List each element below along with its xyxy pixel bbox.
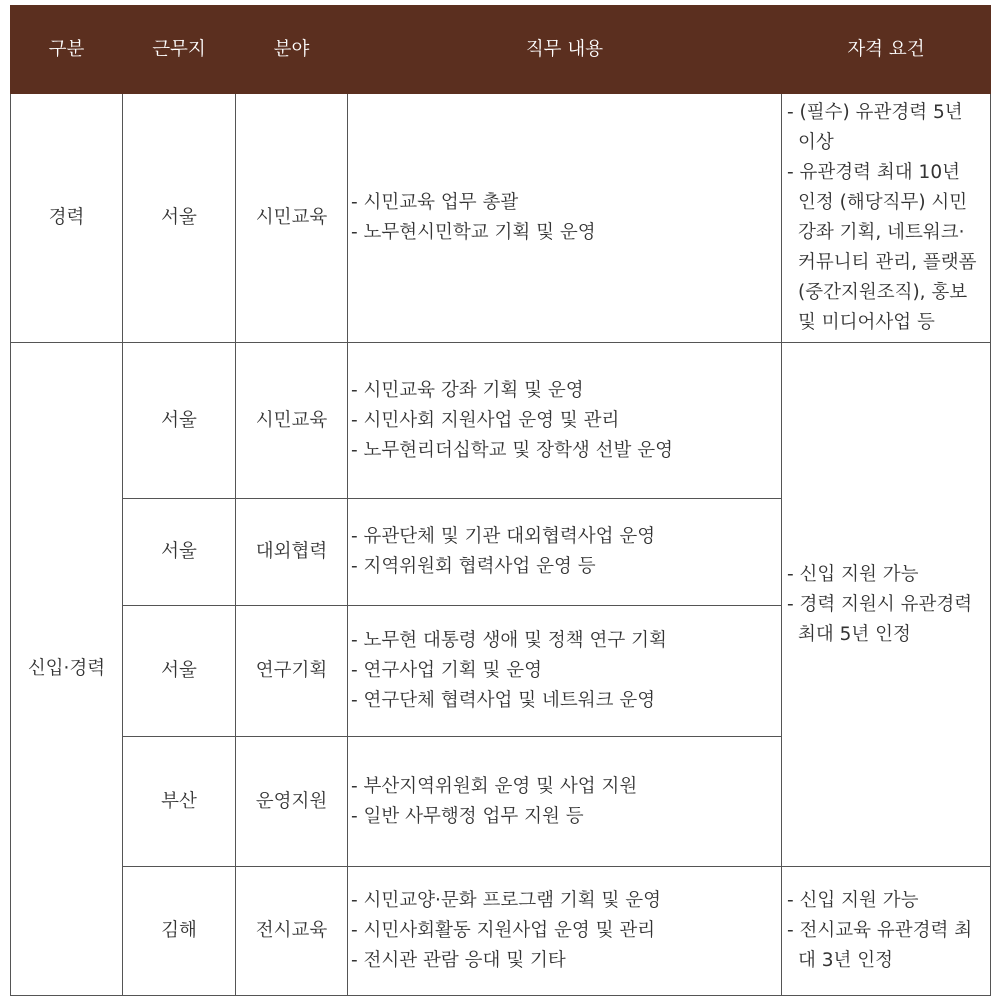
- job-table: [10, 5, 991, 996]
- table-row: [11, 867, 991, 996]
- location-cell: 서울: [123, 343, 236, 499]
- duty-item: - 전시관 관람 응대 및 기타: [351, 950, 566, 971]
- duty-item: - 부산지역위원회 운영 및 사업 지원: [351, 775, 638, 797]
- duty-item: - 노무현리더십학교 및 장학생 선발 운영: [351, 439, 674, 461]
- field-cell: 운영지원: [236, 737, 348, 867]
- header-location: 근무지: [123, 6, 236, 94]
- duty-item: - 연구단체 협력사업 및 네트워크 운영: [351, 690, 656, 711]
- table-row: [11, 94, 991, 343]
- location-cell: 서울: [123, 94, 236, 343]
- field-cell: 대외협력: [236, 499, 348, 606]
- duty-item: - 지역위원회 협력사업 운영 등: [351, 556, 596, 577]
- field-cell: 연구기획: [236, 606, 348, 737]
- requirements-cell: [782, 867, 991, 996]
- duty-item: - 시민사회활동 지원사업 운영 및 관리: [351, 920, 656, 941]
- duty-item: - 유관단체 및 기관 대외협력사업 운영: [351, 526, 656, 547]
- requirements-cell: [782, 94, 991, 343]
- duties-cell: [348, 737, 782, 867]
- header-category: 구분: [11, 6, 123, 94]
- duty-item: - 노무현 대통령 생애 및 정책 연구 기획: [351, 630, 667, 651]
- header-requirements: 자격 요건: [782, 6, 991, 94]
- location-cell: 서울: [123, 499, 236, 606]
- duty-item: - 시민사회 지원사업 운영 및 관리: [351, 409, 620, 431]
- header-duties: 직무 내용: [348, 6, 782, 94]
- category-cell: 경력: [11, 94, 123, 343]
- duty-item: - 연구사업 기획 및 운영: [351, 660, 543, 681]
- duty-item: - 시민교양·문화 프로그램 기획 및 운영: [351, 890, 662, 911]
- requirement-item: - 전시교육 유관경력 최대 3년 인정: [787, 920, 973, 971]
- location-cell: 서울: [123, 606, 236, 737]
- header-field: 분야: [236, 6, 348, 94]
- requirement-item: - 유관경력 최대 10년 인정 (해당직무) 시민 강좌 기획, 네트워크·커뮤니티 관리, 플랫폼(중간지원조직), 홍보 및 미디어사업 등: [787, 162, 977, 333]
- field-cell: 시민교육: [236, 94, 348, 343]
- requirement-item: - 경력 지원시 유관경력 최대 5년 인정: [787, 593, 973, 645]
- location-cell: 부산: [123, 737, 236, 867]
- duty-item: - 노무현시민학교 기획 및 운영: [351, 222, 596, 243]
- duties-cell: [348, 94, 782, 343]
- category-cell: 신입·경력: [11, 343, 123, 996]
- requirement-item: - (필수) 유관경력 5년 이상: [787, 102, 963, 153]
- header-row: [11, 6, 991, 94]
- duties-cell: [348, 606, 782, 737]
- duties-cell: [348, 499, 782, 606]
- location-cell: 김해: [123, 867, 236, 996]
- duties-cell: [348, 867, 782, 996]
- requirement-item: - 신입 지원 가능: [787, 563, 919, 585]
- requirements-cell: [782, 343, 991, 867]
- duty-item: - 시민교육 강좌 기획 및 운영: [351, 379, 584, 401]
- requirement-item: - 신입 지원 가능: [787, 890, 919, 911]
- duty-item: - 일반 사무행정 업무 지원 등: [351, 805, 584, 827]
- duties-cell: [348, 343, 782, 499]
- field-cell: 시민교육: [236, 343, 348, 499]
- duty-item: - 시민교육 업무 총괄: [351, 192, 519, 213]
- field-cell: 전시교육: [236, 867, 348, 996]
- table-row: [11, 343, 991, 499]
